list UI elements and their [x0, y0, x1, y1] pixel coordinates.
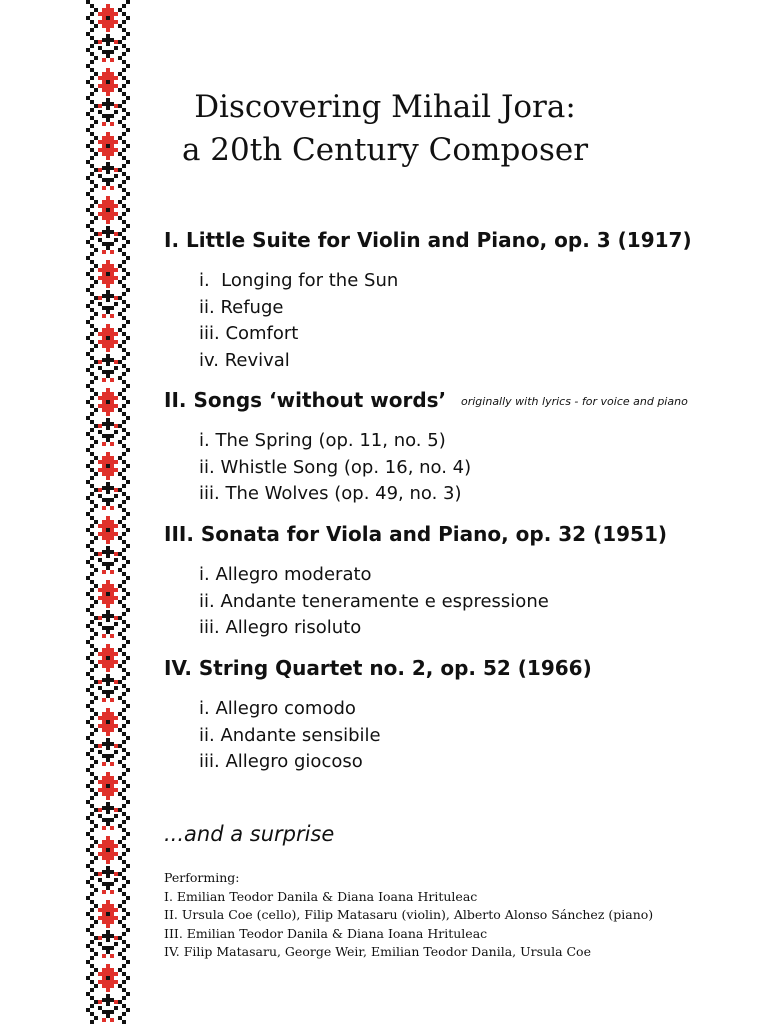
performer-line: IV. Filip Matasaru, George Weir, Emilian Teodor Danila, Ursula Coe	[164, 944, 591, 960]
movement-item: ii. Andante sensibile	[199, 724, 381, 746]
title-line-1: Discovering Mihail Jora:	[194, 89, 576, 125]
page-title	[150, 86, 620, 172]
movement-item: iii. The Wolves (op. 49, no. 3)	[199, 483, 462, 504]
performer-line: III. Emilian Teodor Danila & Diana Ioana Hrituleac	[164, 925, 488, 941]
movement-item: i. Allegro comodo	[199, 698, 356, 719]
movement-list-1	[199, 268, 398, 374]
performers-block	[164, 869, 653, 962]
section-heading-3: III. Sonata for Viola and Piano, op. 32 (1951)	[164, 522, 668, 546]
performer-line: I. Emilian Teodor Danila & Diana Ioana Hrituleac	[164, 888, 478, 904]
movement-item: ii. Andante teneramente e espressione	[199, 590, 549, 612]
movement-list-2	[199, 428, 471, 508]
section-heading-2: II. Songs ‘without words’	[164, 388, 447, 412]
movement-item: i. Longing for the Sun	[199, 270, 399, 291]
section-heading-4: IV. String Quartet no. 2, op. 52 (1966)	[164, 656, 592, 680]
performers-label: Performing:	[164, 870, 240, 885]
performer-line: II. Ursula Coe (cello), Filip Matasaru (violin), Alberto Alonso Sánchez (piano)	[164, 907, 654, 923]
movement-item: iii. Allegro risoluto	[199, 617, 362, 638]
movement-list-4	[199, 696, 381, 776]
movement-item: ii. Whistle Song (op. 16, no. 4)	[199, 456, 472, 478]
surprise-text: ...and a surprise	[164, 822, 335, 846]
section-note: originally with lyrics - for voice and piano	[461, 395, 688, 408]
movement-item: iv. Revival	[199, 349, 290, 371]
title-line-2: a 20th Century Composer	[181, 132, 589, 168]
section-heading-1: I. Little Suite for Violin and Piano, op. 3 (1917)	[164, 228, 692, 252]
movement-item: iii. Allegro giocoso	[199, 751, 363, 772]
movement-item: i. Allegro moderato	[199, 564, 372, 585]
movement-list-3	[199, 562, 549, 642]
movement-item: iii. Comfort	[199, 323, 299, 344]
embroidery-border	[84, 0, 132, 1024]
movement-item: ii. Refuge	[199, 296, 284, 318]
movement-item: i. The Spring (op. 11, no. 5)	[199, 430, 446, 451]
